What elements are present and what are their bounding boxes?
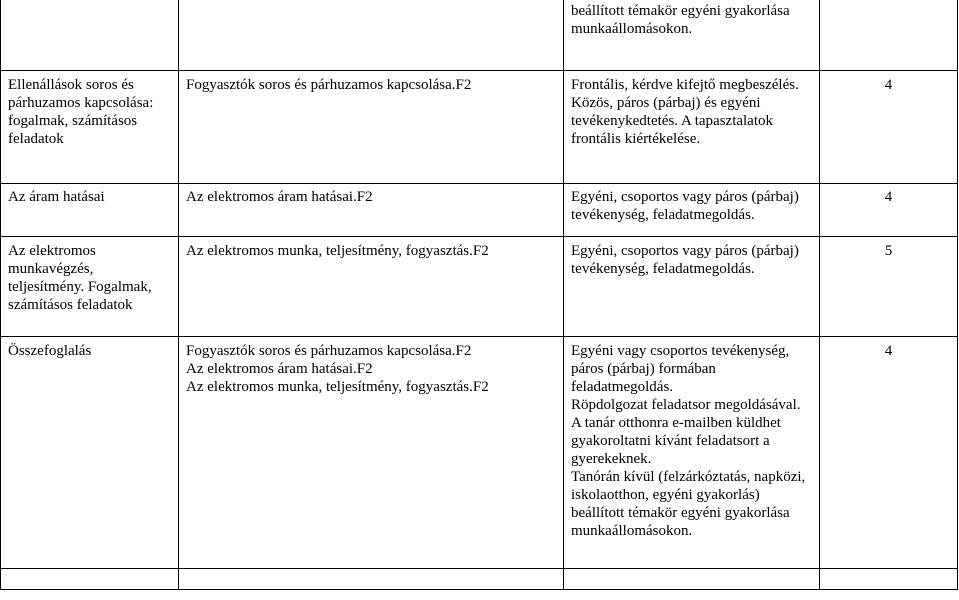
methods-line: tevékenység, feladatmegoldás. bbox=[571, 207, 755, 223]
methods-line: Tanórán kívül (felzárkóztatás, napközi, bbox=[571, 469, 806, 485]
topic-line: Összefoglalás bbox=[8, 343, 92, 359]
methods-cell bbox=[564, 71, 820, 184]
methods-line: beállított témakör egyéni gyakorlása bbox=[571, 505, 790, 521]
hours-cell bbox=[820, 569, 958, 590]
topic-line: feladatok bbox=[8, 131, 64, 147]
methods-line: Egyéni, csoportos vagy páros (párbaj) bbox=[571, 189, 799, 205]
topic-line: teljesítmény. Fogalmak, bbox=[8, 279, 152, 295]
topic-cell bbox=[1, 337, 179, 569]
topic-cell bbox=[1, 0, 179, 71]
topic-cell bbox=[1, 71, 179, 184]
table-row bbox=[1, 71, 958, 184]
topic-line: párhuzamos kapcsolása: bbox=[8, 95, 154, 111]
topic-line: számításos feladatok bbox=[8, 297, 133, 313]
lesson-line: Fogyasztók soros és párhuzamos kapcsolása.F2 bbox=[186, 77, 472, 93]
methods-cell bbox=[564, 237, 820, 337]
methods-line: iskolaotthon, egyéni gyakorlás) bbox=[571, 487, 760, 503]
lesson-line: Az elektromos áram hatásai.F2 bbox=[186, 361, 373, 377]
methods-line: frontális kiértékelése. bbox=[571, 131, 701, 147]
lesson-line: Az elektromos munka, teljesítmény, fogyasztás.F2 bbox=[186, 243, 489, 259]
methods-line: feladatmegoldás. bbox=[571, 379, 674, 395]
hours-cell: 4 bbox=[820, 71, 958, 184]
topic-line: munkavégzés, bbox=[8, 261, 94, 277]
lessons-cell bbox=[179, 337, 564, 569]
methods-line: munkaállomásokon. bbox=[571, 21, 693, 37]
topic-line: Ellenállások soros és bbox=[8, 77, 134, 93]
lessons-cell bbox=[179, 569, 564, 590]
table-row bbox=[1, 184, 958, 237]
hours-cell: 4 bbox=[820, 337, 958, 569]
methods-cell bbox=[564, 569, 820, 590]
topic-cell bbox=[1, 237, 179, 337]
topic-line: Az elektromos bbox=[8, 243, 96, 259]
methods-line: Röpdolgozat feladatsor megoldásával. bbox=[571, 397, 801, 413]
topic-line: Az áram hatásai bbox=[8, 189, 105, 205]
methods-line: A tanár otthonra e-mailben küldhet bbox=[571, 415, 781, 431]
methods-line: páros (párbaj) formában bbox=[571, 361, 716, 377]
table-row bbox=[1, 337, 958, 569]
lesson-line: Az elektromos munka, teljesítmény, fogyasztás.F2 bbox=[186, 379, 489, 395]
lessons-cell bbox=[179, 0, 564, 71]
methods-line: beállított témakör egyéni gyakorlása bbox=[571, 3, 790, 19]
methods-cell bbox=[564, 0, 820, 71]
topic-cell bbox=[1, 184, 179, 237]
methods-line: Frontális, kérdve kifejtő megbeszélés. bbox=[571, 77, 799, 93]
lesson-line: Fogyasztók soros és párhuzamos kapcsolása.F2 bbox=[186, 343, 472, 359]
lessons-cell bbox=[179, 237, 564, 337]
methods-line: Egyéni vagy csoportos tevékenység, bbox=[571, 343, 790, 359]
table-row bbox=[1, 0, 958, 71]
methods-line: tevékenykedtetés. A tapasztalatok bbox=[571, 113, 774, 129]
topic-line: fogalmak, számításos bbox=[8, 113, 138, 129]
methods-line: tevékenység, feladatmegoldás. bbox=[571, 261, 755, 277]
lessons-cell bbox=[179, 71, 564, 184]
methods-line: Egyéni, csoportos vagy páros (párbaj) bbox=[571, 243, 799, 259]
methods-cell bbox=[564, 184, 820, 237]
lesson-line: Az elektromos áram hatásai.F2 bbox=[186, 189, 373, 205]
methods-line: gyakoroltatni kívánt feladatsort a bbox=[571, 433, 770, 449]
methods-cell bbox=[564, 337, 820, 569]
hours-cell bbox=[820, 0, 958, 71]
table-row bbox=[1, 237, 958, 337]
hours-cell: 5 bbox=[820, 237, 958, 337]
methods-line: gyerekeknek. bbox=[571, 451, 652, 467]
hours-cell: 4 bbox=[820, 184, 958, 237]
table-row bbox=[1, 569, 958, 590]
methods-line: Közös, páros (párbaj) és egyéni bbox=[571, 95, 761, 111]
topic-cell bbox=[1, 569, 179, 590]
methods-line: munkaállomásokon. bbox=[571, 523, 693, 539]
lessons-cell bbox=[179, 184, 564, 237]
